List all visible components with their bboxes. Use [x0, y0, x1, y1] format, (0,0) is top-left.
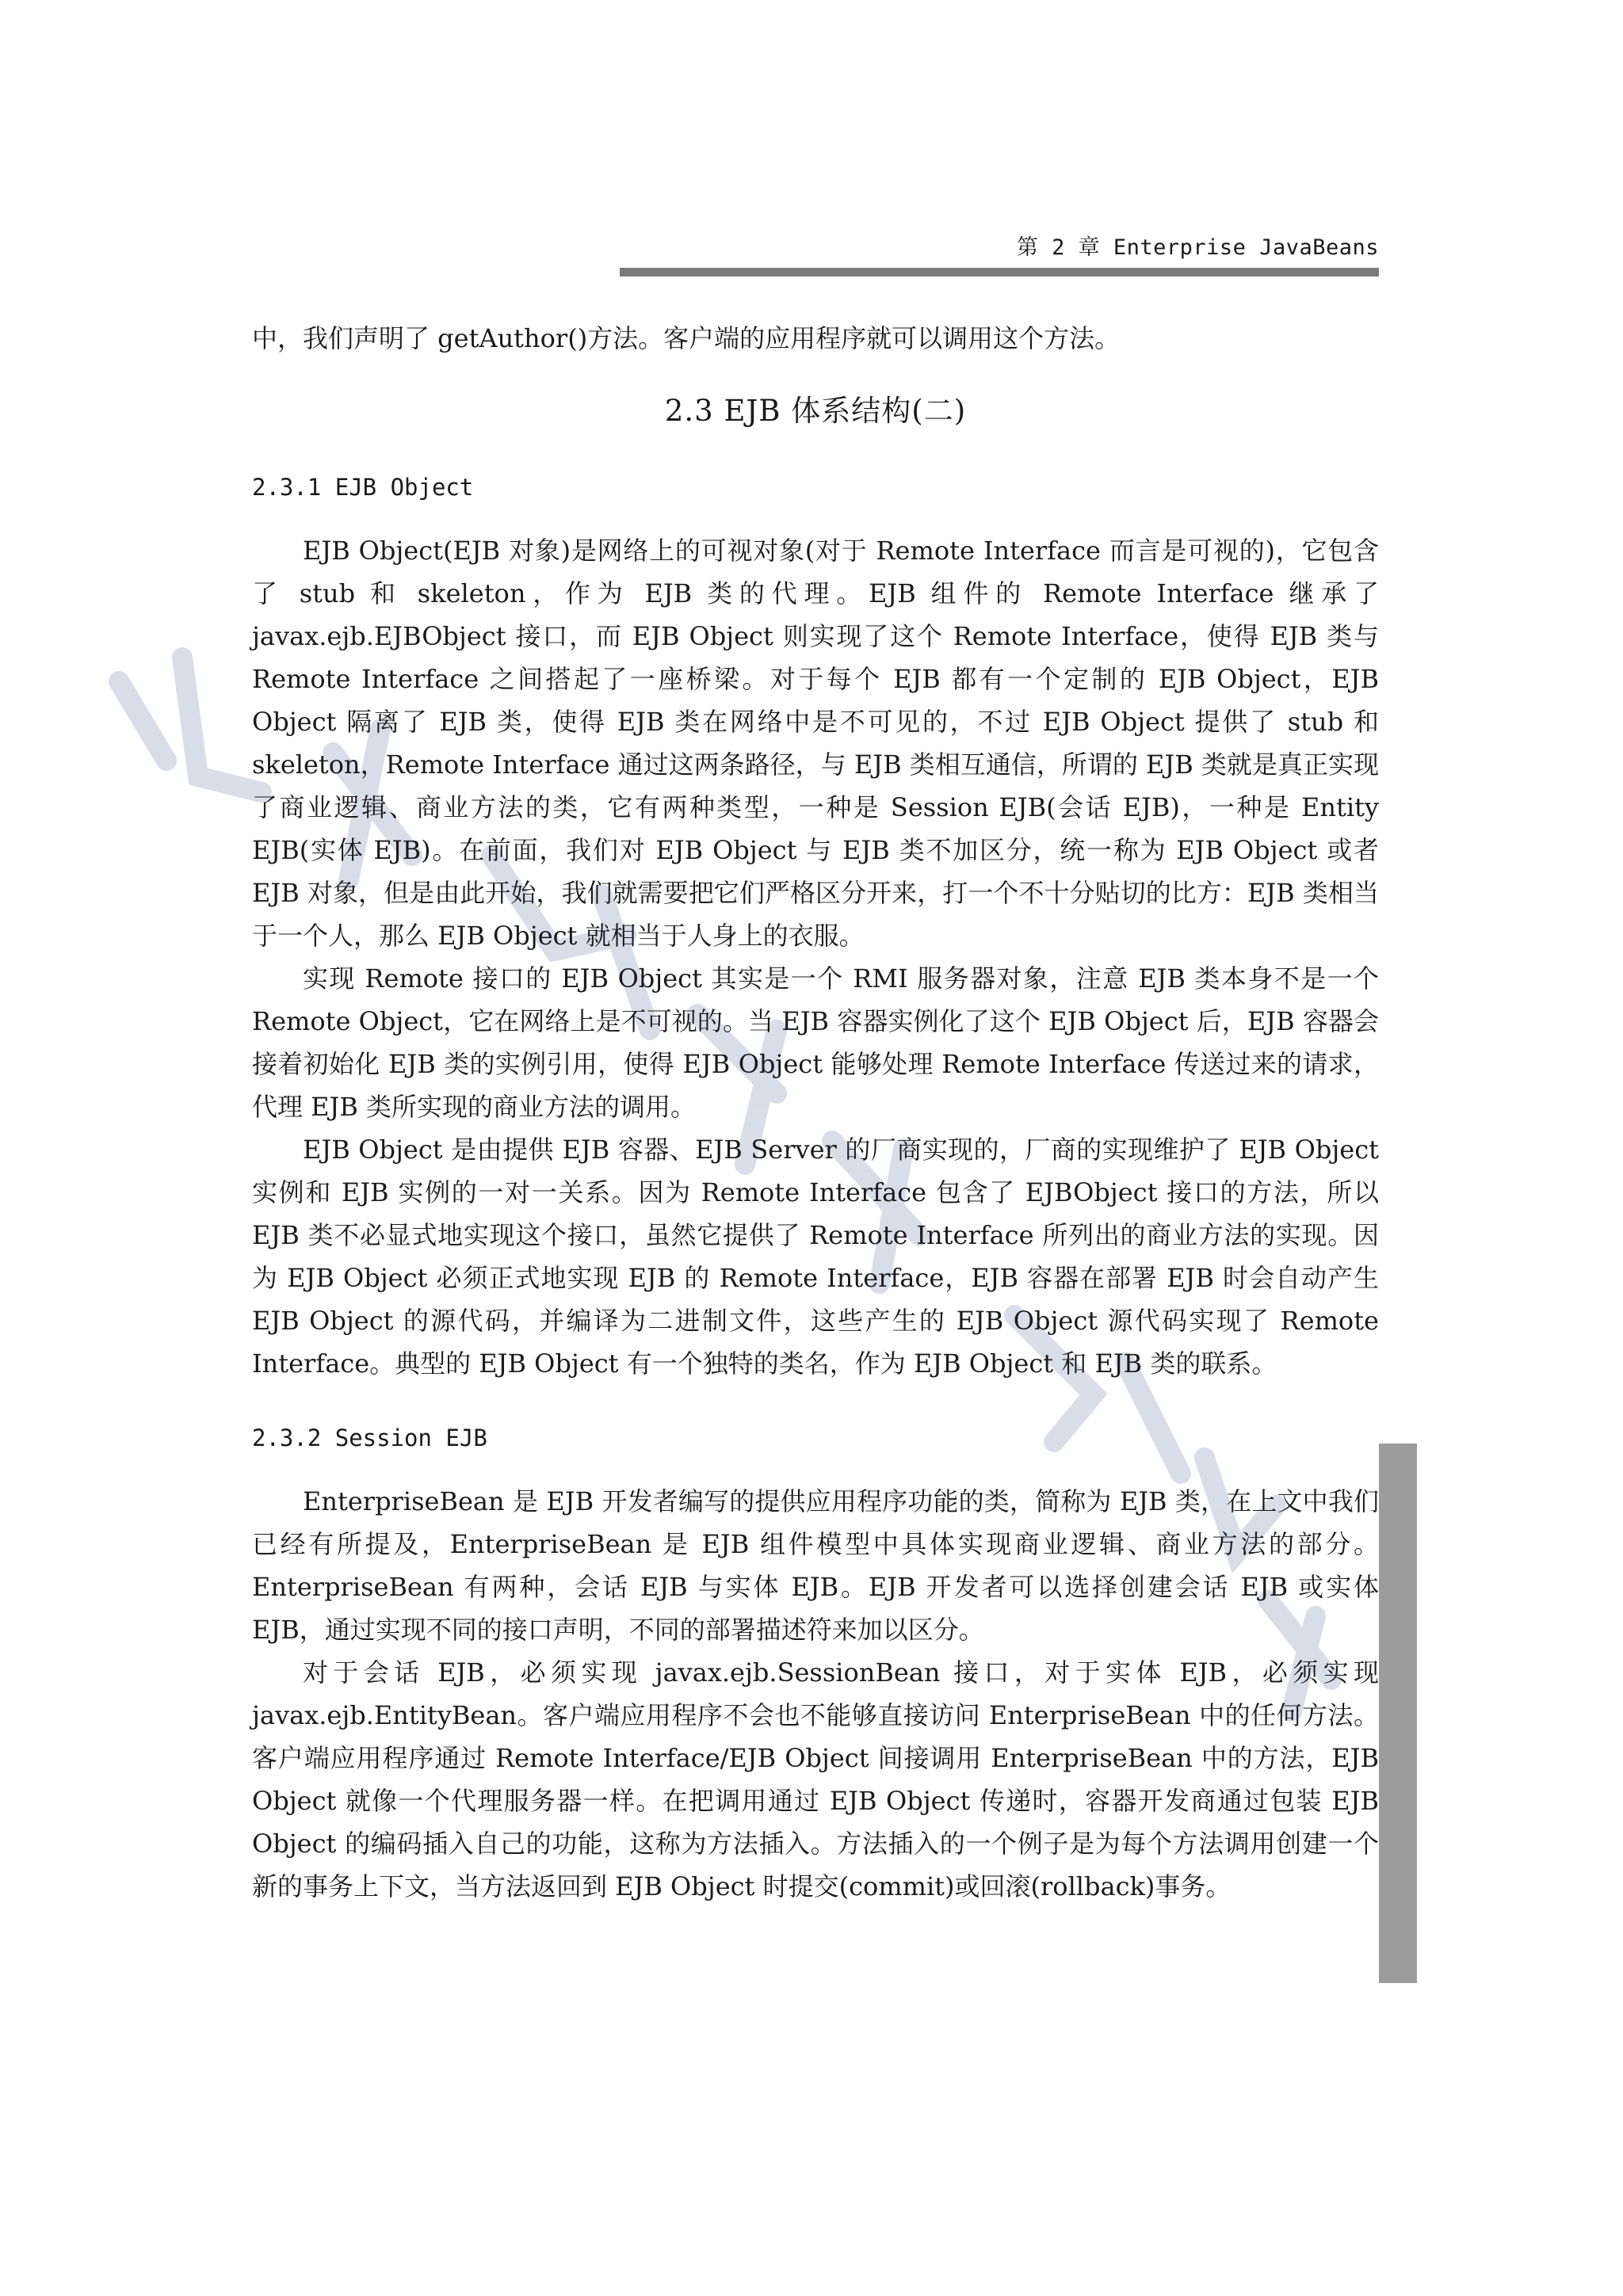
subsection-title-ejb-object: 2.3.1 EJB Object [252, 474, 474, 501]
paragraph: EJB Object(EJB 对象)是网络上的可视对象(对于 Remote Interface 而言是可视的)，它包含了 stub 和 skeleton，作为 EJB 类的代理。EJB 组件的 Remote Interface 继承了 javax.ejb.EJBObject 接口，而 EJB Object 则实现了这个 Remote Interface，使得 EJB 类与 Remote Interface 之间搭起了一座桥梁。对于每个 EJB 都有一个定制的 EJB Object，EJB Object 隔离了 EJB 类，使得 EJB 类在网络中是不可见的，不过 EJB Object 提供了 stub 和 skeleton，Remote Interface 通过这两条路径，与 EJB 类相互通信，所谓的 EJB 类就是真正实现了商业逻辑、商业方法的类，它有两种类型，一种是 Session EJB(会话 EJB)，一种是 Entity EJB(实体 EJB)。在前面，我们对 EJB Object 与 EJB 类不加区分，统一称为 EJB Object 或者 EJB 对象，但是由此开始，我们就需要把它们严格区分开来，打一个不十分贴切的比方：EJB 类相当于一个人，那么 EJB Object 就相当于人身上的衣服。 [252, 536, 1379, 951]
paragraph: EJB Object 是由提供 EJB 容器、EJB Server 的厂商实现的，厂商的实现维护了 EJB Object 实例和 EJB 实例的一对一关系。因为 Remote Interface 包含了 EJBObject 接口的方法，所以 EJB 类不必显式地实现这个接口，虽然它提供了 Remote Interface 所列出的商业方法的实现。因为 EJB Object 必须正式地实现 EJB 的 Remote Interface，EJB 容器在部署 EJB 时会自动产生 EJB Object 的源代码，并编译为二进制文件，这些产生的 EJB Object 源代码实现了 Remote Interface。典型的 EJB Object 有一个独特的类名，作为 EJB Object 和 EJB 类的联系。 [252, 1135, 1379, 1379]
section-title: 2.3 EJB 体系结构(二) [664, 394, 967, 428]
side-thumb-tab [1379, 1444, 1417, 1983]
watermark-stroke [182, 658, 262, 792]
paragraph: EnterpriseBean 是 EJB 开发者编写的提供应用程序功能的类，简称为 EJB 类，在上文中我们已经有所提及，EnterpriseBean 是 EJB 组件模型中具体实现商业逻辑、商业方法的部分。EnterpriseBean 有两种，会话 EJB 与实体 EJB。EJB 开发者可以选择创建会话 EJB 或实体 EJB，通过实现不同的接口声明，不同的部署描述符来加以区分。 [252, 1486, 1379, 1645]
subsection-title-session-ejb: 2.3.2 Session EJB [252, 1425, 487, 1451]
watermark-stroke [119, 681, 166, 761]
intro-paragraph: 中，我们声明了 getAuthor()方法。客户端的应用程序就可以调用这个方法。 [252, 323, 1121, 353]
paragraph: 实现 Remote 接口的 EJB Object 其实是一个 RMI 服务器对象，注意 EJB 类本身不是一个 Remote Object，它在网络上是不可视的。当 EJB 容器实例化了这个 EJB Object 后，EJB 容器会接着初始化 EJB 类的实例引用，使得 EJB Object 能够处理 Remote Interface 传送过来的请求，代理 EJB 类所实现的商业方法的调用。 [252, 963, 1379, 1122]
page-content [252, 317, 1379, 1908]
paragraph: 对于会话 EJB，必须实现 javax.ejb.SessionBean 接口，对于实体 EJB，必须实现 javax.ejb.EntityBean。客户端应用程序不会也不能够直接访问 EnterpriseBean 中的任何方法。客户端应用程序通过 Remote Interface/EJB Object 间接调用 EnterpriseBean 中的方法，EJB Object 就像一个代理服务器一样。在把调用通过 EJB Object 传递时，容器开发商通过包装 EJB Object 的编码插入自己的功能，这称为方法插入。方法插入的一个例子是为每个方法调用创建一个新的事务上下文，当方法返回到 EJB Object 时提交(commit)或回滚(rollback)事务。 [252, 1657, 1379, 1901]
header-rule [620, 268, 1379, 277]
running-header: 第 2 章 Enterprise JavaBeans [1016, 235, 1379, 260]
